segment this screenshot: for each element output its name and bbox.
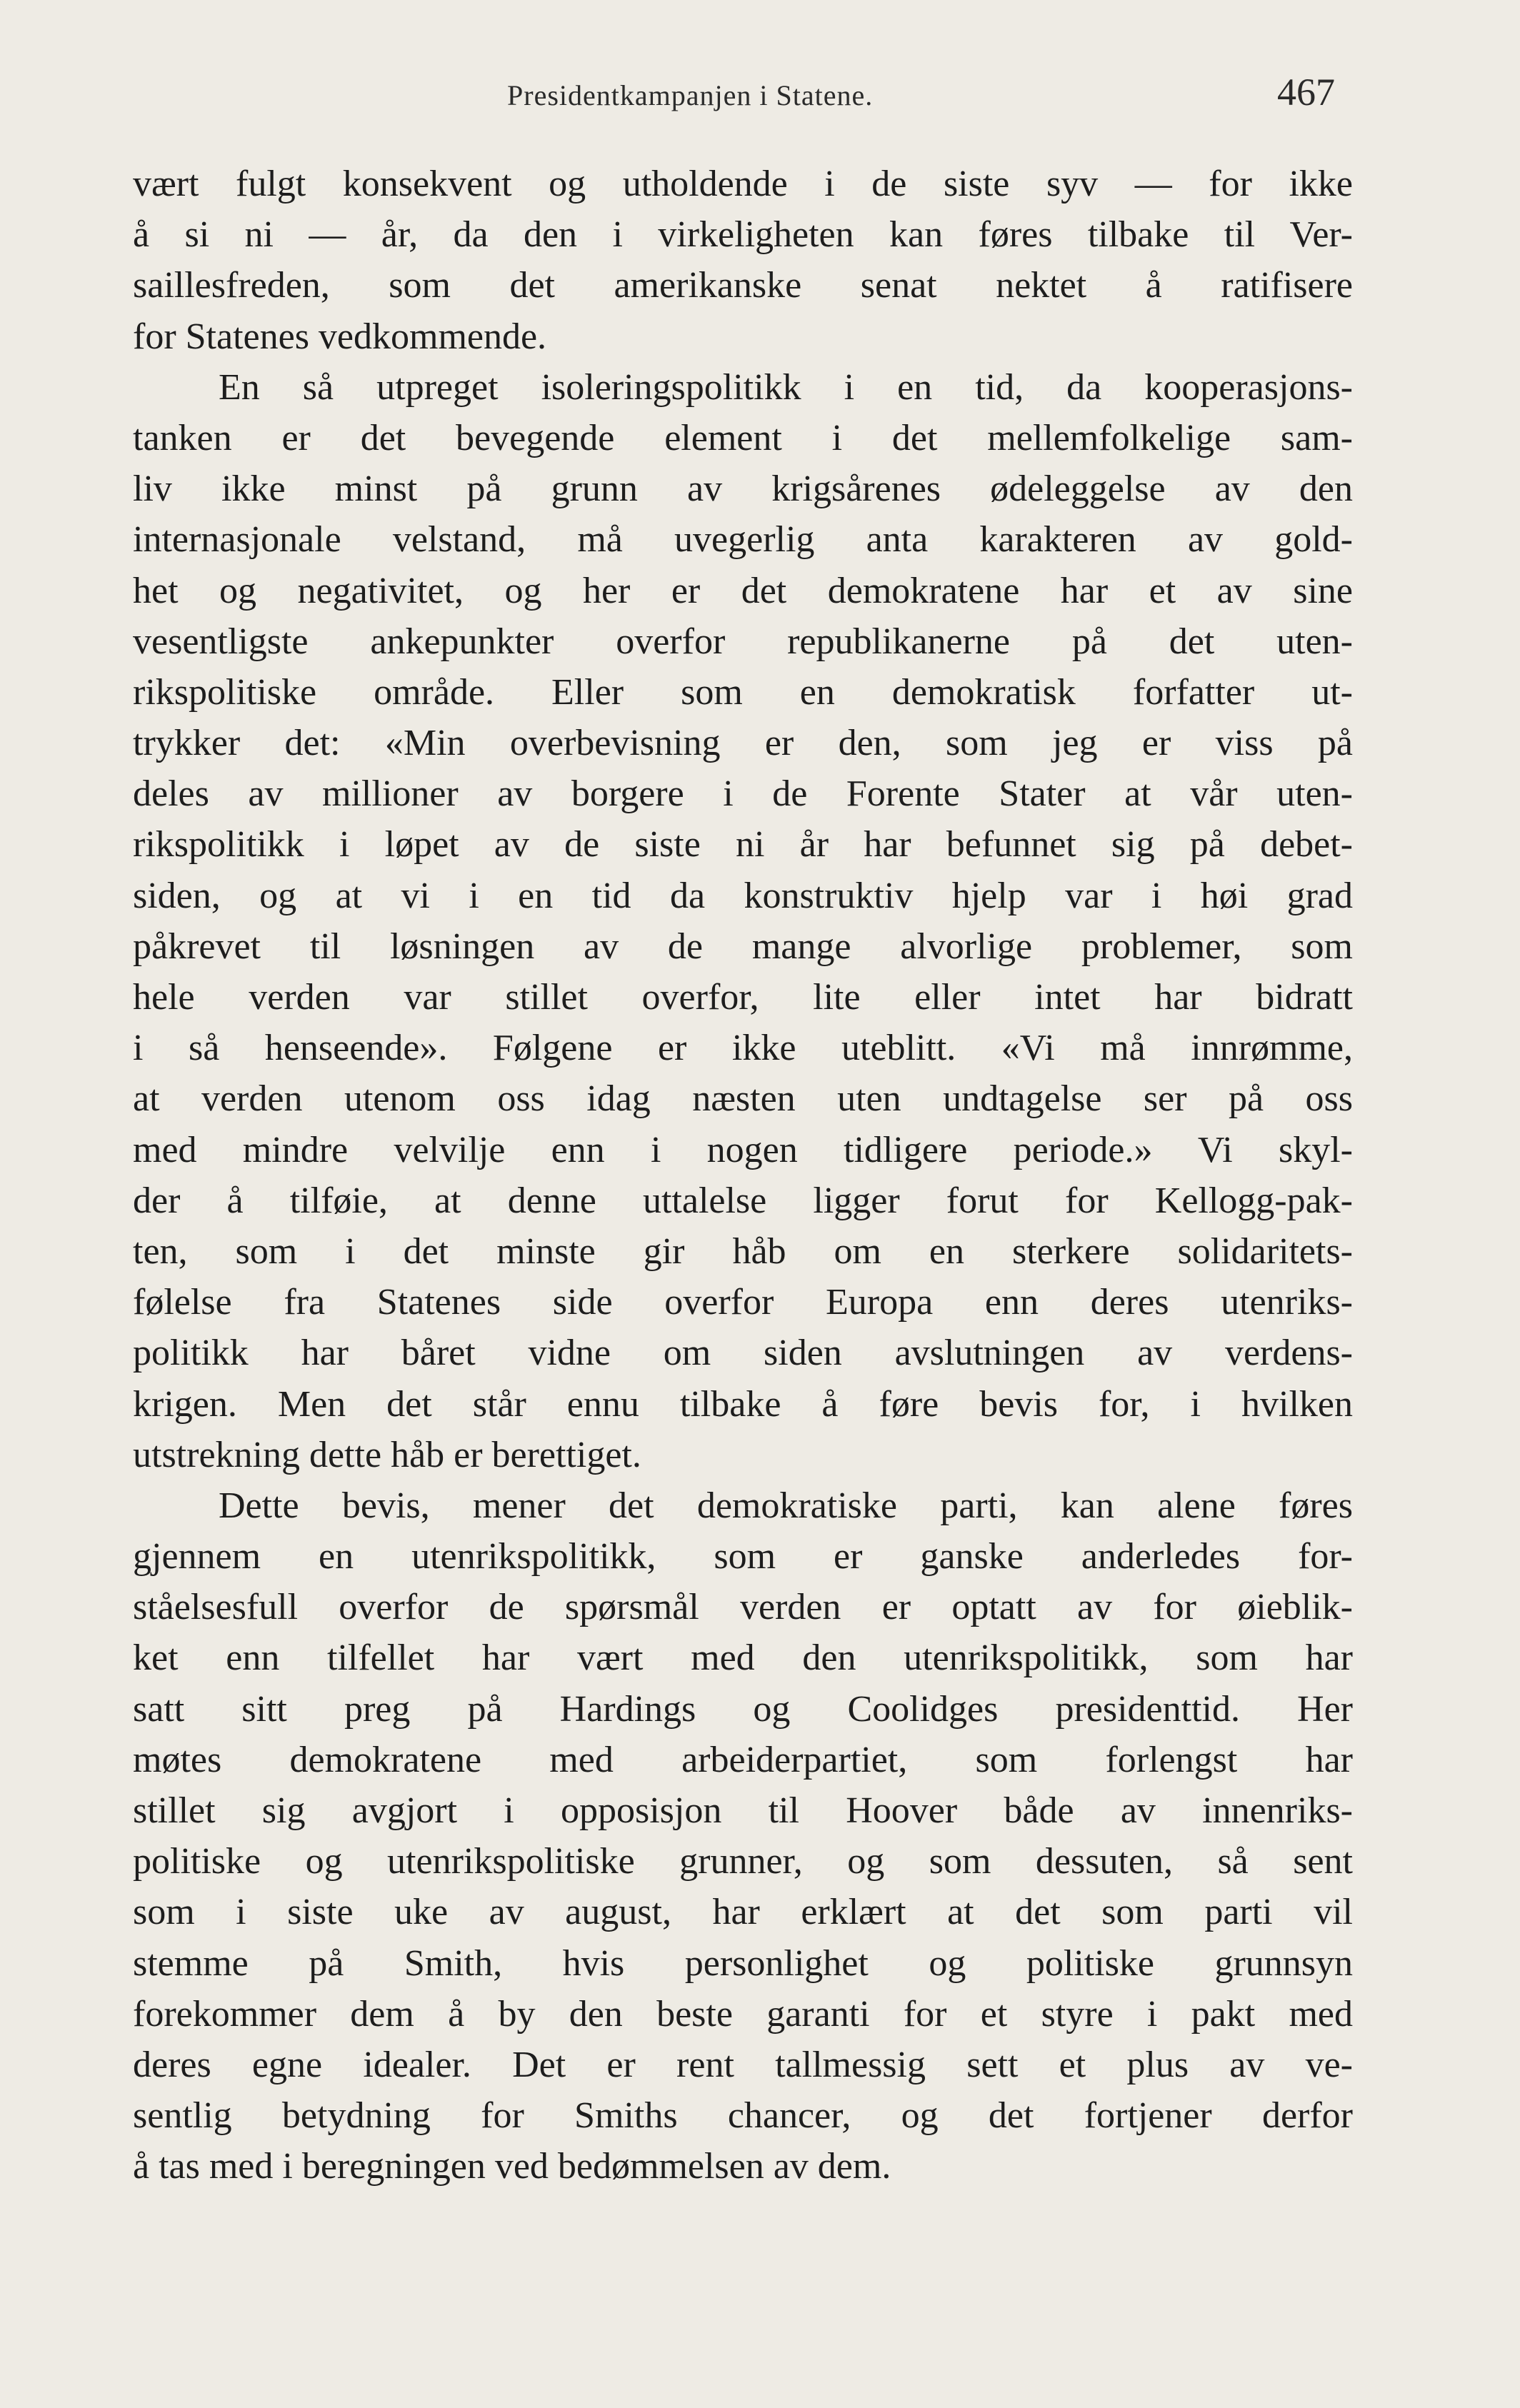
page-number: 467 <box>1277 71 1335 114</box>
text-line: i så henseende». Følgene er ikke uteblitt. «Vi må innrømme, <box>133 1028 1353 1069</box>
text-line: rikspolitiske område. Eller som en demokratisk forfatter ut- <box>133 671 1353 713</box>
text-line: liv ikke minst på grunn av krigsårenes ødeleggelse av den <box>133 468 1353 510</box>
text-line: krigen. Men det står ennu tilbake å føre bevis for, i hvilken <box>133 1383 1353 1425</box>
text-line: tanken er det bevegende element i det mellemfolkelige sam- <box>133 417 1353 458</box>
running-head <box>0 66 1520 123</box>
text-line: deres egne idealer. Det er rent tallmessig sett et plus av ve- <box>133 2044 1353 2085</box>
text-line: deles av millioner av borgere i de Forente Stater at vår uten- <box>133 773 1353 815</box>
text-line: påkrevet til løsningen av de mange alvorlige problemer, som <box>133 925 1353 967</box>
text-line: satt sitt preg på Hardings og Coolidges presidenttid. Her <box>133 1688 1353 1730</box>
text-line: gjennem en utenrikspolitikk, som er ganske anderledes for- <box>133 1536 1353 1577</box>
text-line: sentlig betydning for Smiths chancer, og det fortjener derfor <box>133 2095 1353 2137</box>
text-line: stillet sig avgjort i opposisjon til Hoover både av innenriks- <box>133 1790 1353 1831</box>
text-line: het og negativitet, og her er det demokratene har et av sine <box>133 570 1353 611</box>
text-line: Dette bevis, mener det demokratiske parti, kan alene føres <box>219 1485 1353 1526</box>
text-line: ståelsesfull overfor de spørsmål verden er optatt av for øieblik- <box>133 1587 1353 1628</box>
text-line: å tas med i beregningen ved bedømmelsen av dem. <box>133 2146 891 2187</box>
text-line: for Statenes vedkommende. <box>133 316 547 357</box>
text-line: med mindre velvilje enn i nogen tidligere periode.» Vi skyl- <box>133 1129 1353 1170</box>
text-line: forekommer dem å by den beste garanti for et styre i pakt med <box>133 1993 1353 2035</box>
text-line: saillesfreden, som det amerikanske senat nektet å ratifisere <box>133 265 1353 306</box>
text-line: der å tilføie, at denne uttalelse ligger forut for Kellogg-pak- <box>133 1180 1353 1221</box>
text-line: hele verden var stillet overfor, lite eller intet har bidratt <box>133 977 1353 1018</box>
text-line: vært fulgt konsekvent og utholdende i de siste syv — for ikke <box>133 164 1353 204</box>
text-line: siden, og at vi i en tid da konstruktiv hjelp var i høi grad <box>133 875 1353 916</box>
text-line: internasjonale velstand, må uvegerlig anta karakteren av gold- <box>133 519 1353 561</box>
text-line: politikk har båret vidne om siden avslutningen av verdens- <box>133 1333 1353 1374</box>
text-line: rikspolitikk i løpet av de siste ni år har befunnet sig på debet- <box>133 824 1353 866</box>
text-line: ten, som i det minste gir håb om en sterkere solidaritets- <box>133 1230 1353 1272</box>
text-line: som i siste uke av august, har erklært at det som parti vil <box>133 1892 1353 1933</box>
text-line: møtes demokratene med arbeiderpartiet, som forlengst har <box>133 1739 1353 1780</box>
text-line: følelse fra Statenes side overfor Europa enn deres utenriks- <box>133 1282 1353 1323</box>
text-line: å si ni — år, da den i virkeligheten kan føres tilbake til Ver- <box>133 214 1353 256</box>
text-line: politiske og utenrikspolitiske grunner, og som dessuten, så sent <box>133 1841 1353 1882</box>
text-line: stemme på Smith, hvis personlighet og politiske grunnsyn <box>133 1942 1353 1984</box>
body-text <box>133 159 1353 2192</box>
text-line: at verden utenom oss idag næsten uten undtagelse ser på oss <box>133 1078 1353 1120</box>
text-line: utstrekning dette håb er berettiget. <box>133 1434 641 1475</box>
text-line: trykker det: «Min overbevisning er den, som jeg er viss på <box>133 723 1353 764</box>
running-title: Presidentkampanjen i Statene. <box>507 79 874 111</box>
text-line: En så utpreget isoleringspolitikk i en tid, da kooperasjons- <box>219 366 1353 408</box>
text-line: ket enn tilfellet har vært med den utenrikspolitikk, som har <box>133 1637 1353 1679</box>
text-line: vesentligste ankepunkter overfor republikanerne på det uten- <box>133 621 1353 662</box>
